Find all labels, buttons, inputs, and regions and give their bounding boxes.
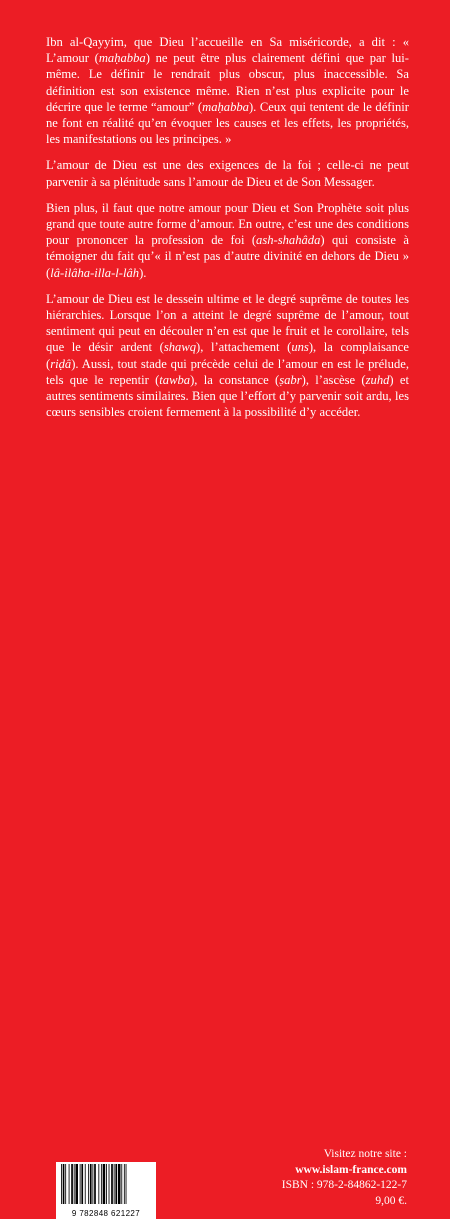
barcode-bar <box>85 1164 86 1204</box>
barcode-bar <box>111 1164 113 1204</box>
barcode-bar <box>69 1164 70 1204</box>
paragraph-hierarchy: L’amour de Dieu est le dessein ultime et le degré suprême de toutes les hiérarchies. Lorsque l’on a atteint le degré suprême de l’amour, tout sentiment qui peut en découler n’en est que le fruit et le corollaire, tels que le désir ardent (shawq), l’attachement (uns), la complaisance (riḍâ). Aussi, tout stade qui précède celui de l’amour en est le prélude, tels que le repentir (tawba), la constance (ṣabr), l’ascèse (zuhd) et autres sentiments similaires. Bien que l’effort d’y parvenir soit ardu, les cœurs sensibles croient fermement à la possibilité d’y accéder. <box>46 291 409 420</box>
barcode-bar <box>81 1164 83 1204</box>
price-text: 9,00 €. <box>375 1194 407 1207</box>
barcode-bar <box>101 1164 102 1204</box>
barcode-bar <box>109 1164 110 1204</box>
paragraph-quote: Ibn al-Qayyim, que Dieu l’accueille en Sa miséricorde, a dit : « L’amour (maḥabba) ne peut être plus clairement défini que par lui-même. Le définir le rendrait plus obscur, plus inaccessible. Sa définition est son existence même. Rien n’est plus explicite pour le décrire que le terme “amour” (maḥabba). Ceux qui tentent de le définir ne font en réalité qu’en évoquer les causes et les effets, les propriétés, les manifestations ou les principes. » <box>46 35 409 147</box>
barcode-bar <box>118 1164 121 1204</box>
barcode-bar <box>94 1164 96 1204</box>
paragraph-profession: Bien plus, il faut que notre amour pour Dieu et Son Prophète soit plus grand que toute autre forme d’amour. En outre, c’est une des conditions pour prononcer la profession de foi (ash-shahâda) qui consiste à témoigner du fait qu’« il n’est pas d’autre divinité en dehors de Dieu » (lâ-ilâha-illa-l-lâh). <box>46 200 409 280</box>
barcode-bar <box>61 1164 62 1204</box>
barcode-bar <box>103 1164 106 1204</box>
barcode-bar <box>114 1164 115 1204</box>
site-url[interactable]: www.islam-france.com <box>295 1163 407 1176</box>
back-cover-text <box>46 34 409 430</box>
barcode-bar <box>90 1164 92 1204</box>
isbn-text: ISBN : 978-2-84862-122-7 <box>281 1179 407 1191</box>
barcode-number: 9 782848 621227 <box>56 1209 156 1219</box>
footer <box>0 568 450 1218</box>
barcode-bar <box>74 1164 75 1204</box>
barcode-bar <box>88 1164 89 1204</box>
barcode-bar <box>126 1164 127 1204</box>
barcode-bar <box>115 1164 117 1204</box>
barcode-bar <box>63 1164 65 1204</box>
barcode-bar <box>92 1164 93 1204</box>
publisher-info <box>282 1147 407 1209</box>
visit-label: Visitez notre site : <box>323 1148 407 1160</box>
barcode-bar <box>98 1164 99 1204</box>
barcode-bar <box>80 1164 81 1204</box>
barcode-bar <box>121 1164 122 1204</box>
barcode-bar <box>65 1164 66 1204</box>
barcode-bar <box>106 1164 107 1204</box>
barcode-image <box>56 1162 156 1214</box>
barcode-bar <box>71 1164 73 1204</box>
barcode-bar <box>75 1164 78 1204</box>
barcode-bar <box>124 1164 125 1204</box>
paragraph-faith: L’amour de Dieu est une des exigences de la foi ; celle-ci ne peut parvenir à sa plénitude sans l’amour de Dieu et de Son Messager. <box>46 158 409 189</box>
